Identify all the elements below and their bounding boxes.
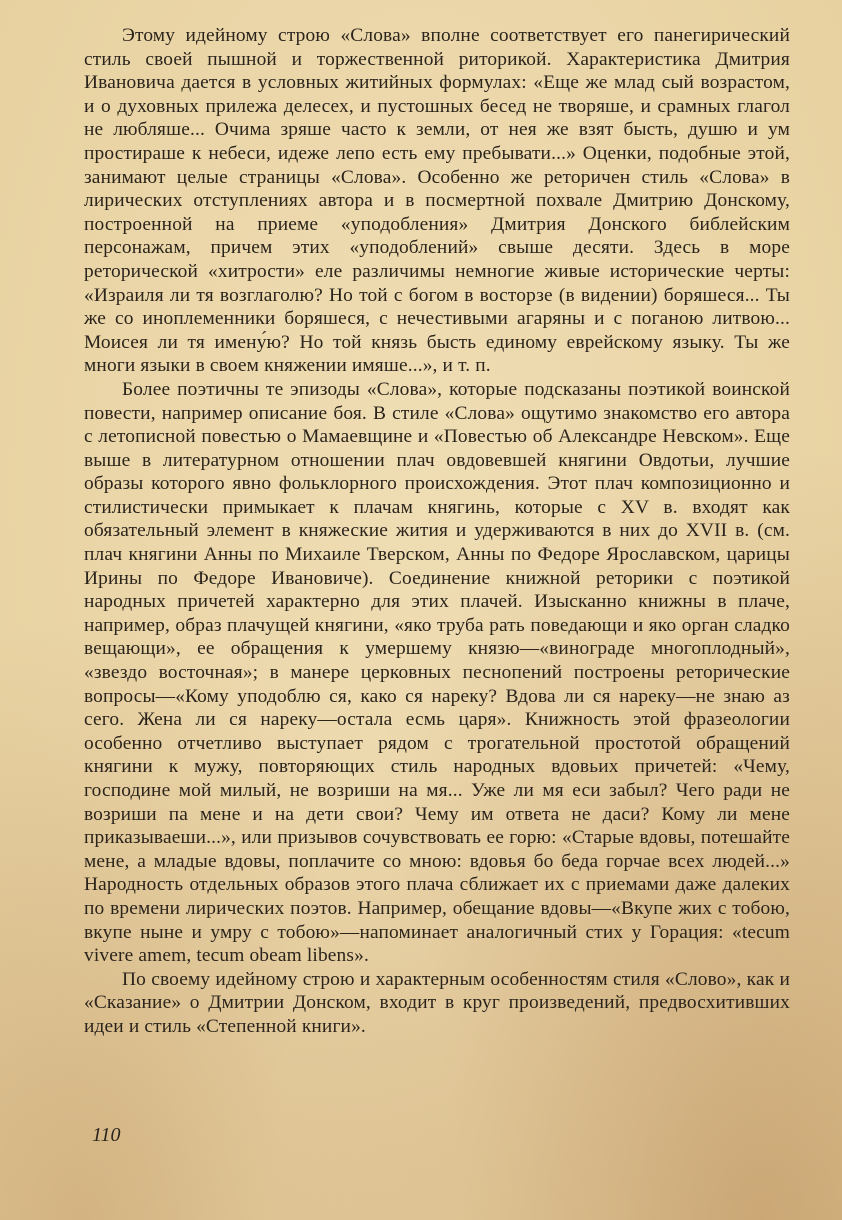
paragraph-2: Более поэтичны те эпизоды «Слова», которые подсказаны поэтикой воинской повести, например описание боя. В стиле «Слова» ощутимо знакомство его автора с летописной повестью о Мамаевщине и «Повестью об Александре Невском». Еще выше в литературном отношении плач овдовевшей княгини Овдотьи, лучшие образы которого явно фольклорного происхождения. Этот плач композиционно и стилистически примыкает к плачам княгинь, которые с XV в. входят как обязательный элемент в княжеские жития и удерживаются в них до XVII в. (см. плач княгини Анны по Михаиле Тверском, Анны по Федоре Ярославском, царицы Ирины по Федоре Ивановиче). Соединение книжной реторики с поэтикой народных причетей характерно для этих плачей. Изысканно книжны в плаче, например, образ плачущей княгини, «яко труба рать поведающи и яко орган сладко вещающи», ее обращения к умершему князю—«винограде многоплодный», «звездо восточная»; в манере церковных песнопений построены реторические вопросы—«Кому уподоблю ся, како ся нареку? Вдова ли ся нареку—не знаю аз сего. Жена ли ся нареку—остала есмь царя». Книжность этой фразеологии особенно отчетливо выступает рядом с трогательной простотой обращений княгини к мужу, повторяющих стиль народных вдовьих причетей: «Чему, господине мой милый, не возриши на мя... Уже ли мя еси забыл? Чего ради не возриши па мене и на дети свои? Чему им ответа не даси? Кому ли мене приказываеши...», или призывов сочувствовать ее горю: «Старые вдовы, потешайте мене, а младые вдовы, поплачите со мною: вдовья бо беда горчае всех людей...» Народность отдельных образов этого плача сближает их с приемами даже далеких по времени лирических поэтов. Например, обещание вдовы—«Вкупе жих с тобою, вкупе ныне и умру с тобою»—напоминает аналогичный стих у Горация: «tecum vivere amem, tecum obeam libens». xyxy=(84,378,790,967)
paragraph-1: Этому идейному строю «Слова» вполне соответствует его панегирический стиль своей пышной и торжественной риторикой. Характеристика Дмитрия Ивановича дается в условных житийных формулах: «Еще же млад сый возрастом, и о духовных прилежа делесех, и пустошных бесед не творяше, и срамных глагол не любляше... Очима зряше часто к земли, от нея же взят бысть, душю и ум простираше к небеси, идеже лепо есть ему пребывати...» Оценки, подобные этой, занимают целые страницы «Слова». Особенно же реторичен стиль «Слова» в лирических отступлениях автора и в посмертной похвале Дмитрию Донскому, построенной на приеме «уподобления» Дмитрия Донского библейским персонажам, причем этих «уподоблений» свыше десяти. Здесь в море реторической «хитрости» еле различимы немногие живые исторические черты: «Израиля ли тя возглаголю? Но той с богом в восторзе (в видении) боряшеся... Ты же со иноплеменники боряшеся, с нечестивыми агаряны и с поганою литвою... Моисея ли тя имену́ю? Но той князь бысть единому еврейскому языку. Ты же многи языки в своем княжении имяше...», и т. п. xyxy=(84,25,790,377)
page-body-text xyxy=(84,24,790,1039)
paragraph-3: По своему идейному строю и характерным особенностям стиля «Слово», как и «Сказание» о Дмитрии Донском, входит в круг произведений, предвосхитивших идеи и стиль «Степенной книги». xyxy=(84,968,790,1037)
page-number: 110 xyxy=(92,1124,121,1146)
